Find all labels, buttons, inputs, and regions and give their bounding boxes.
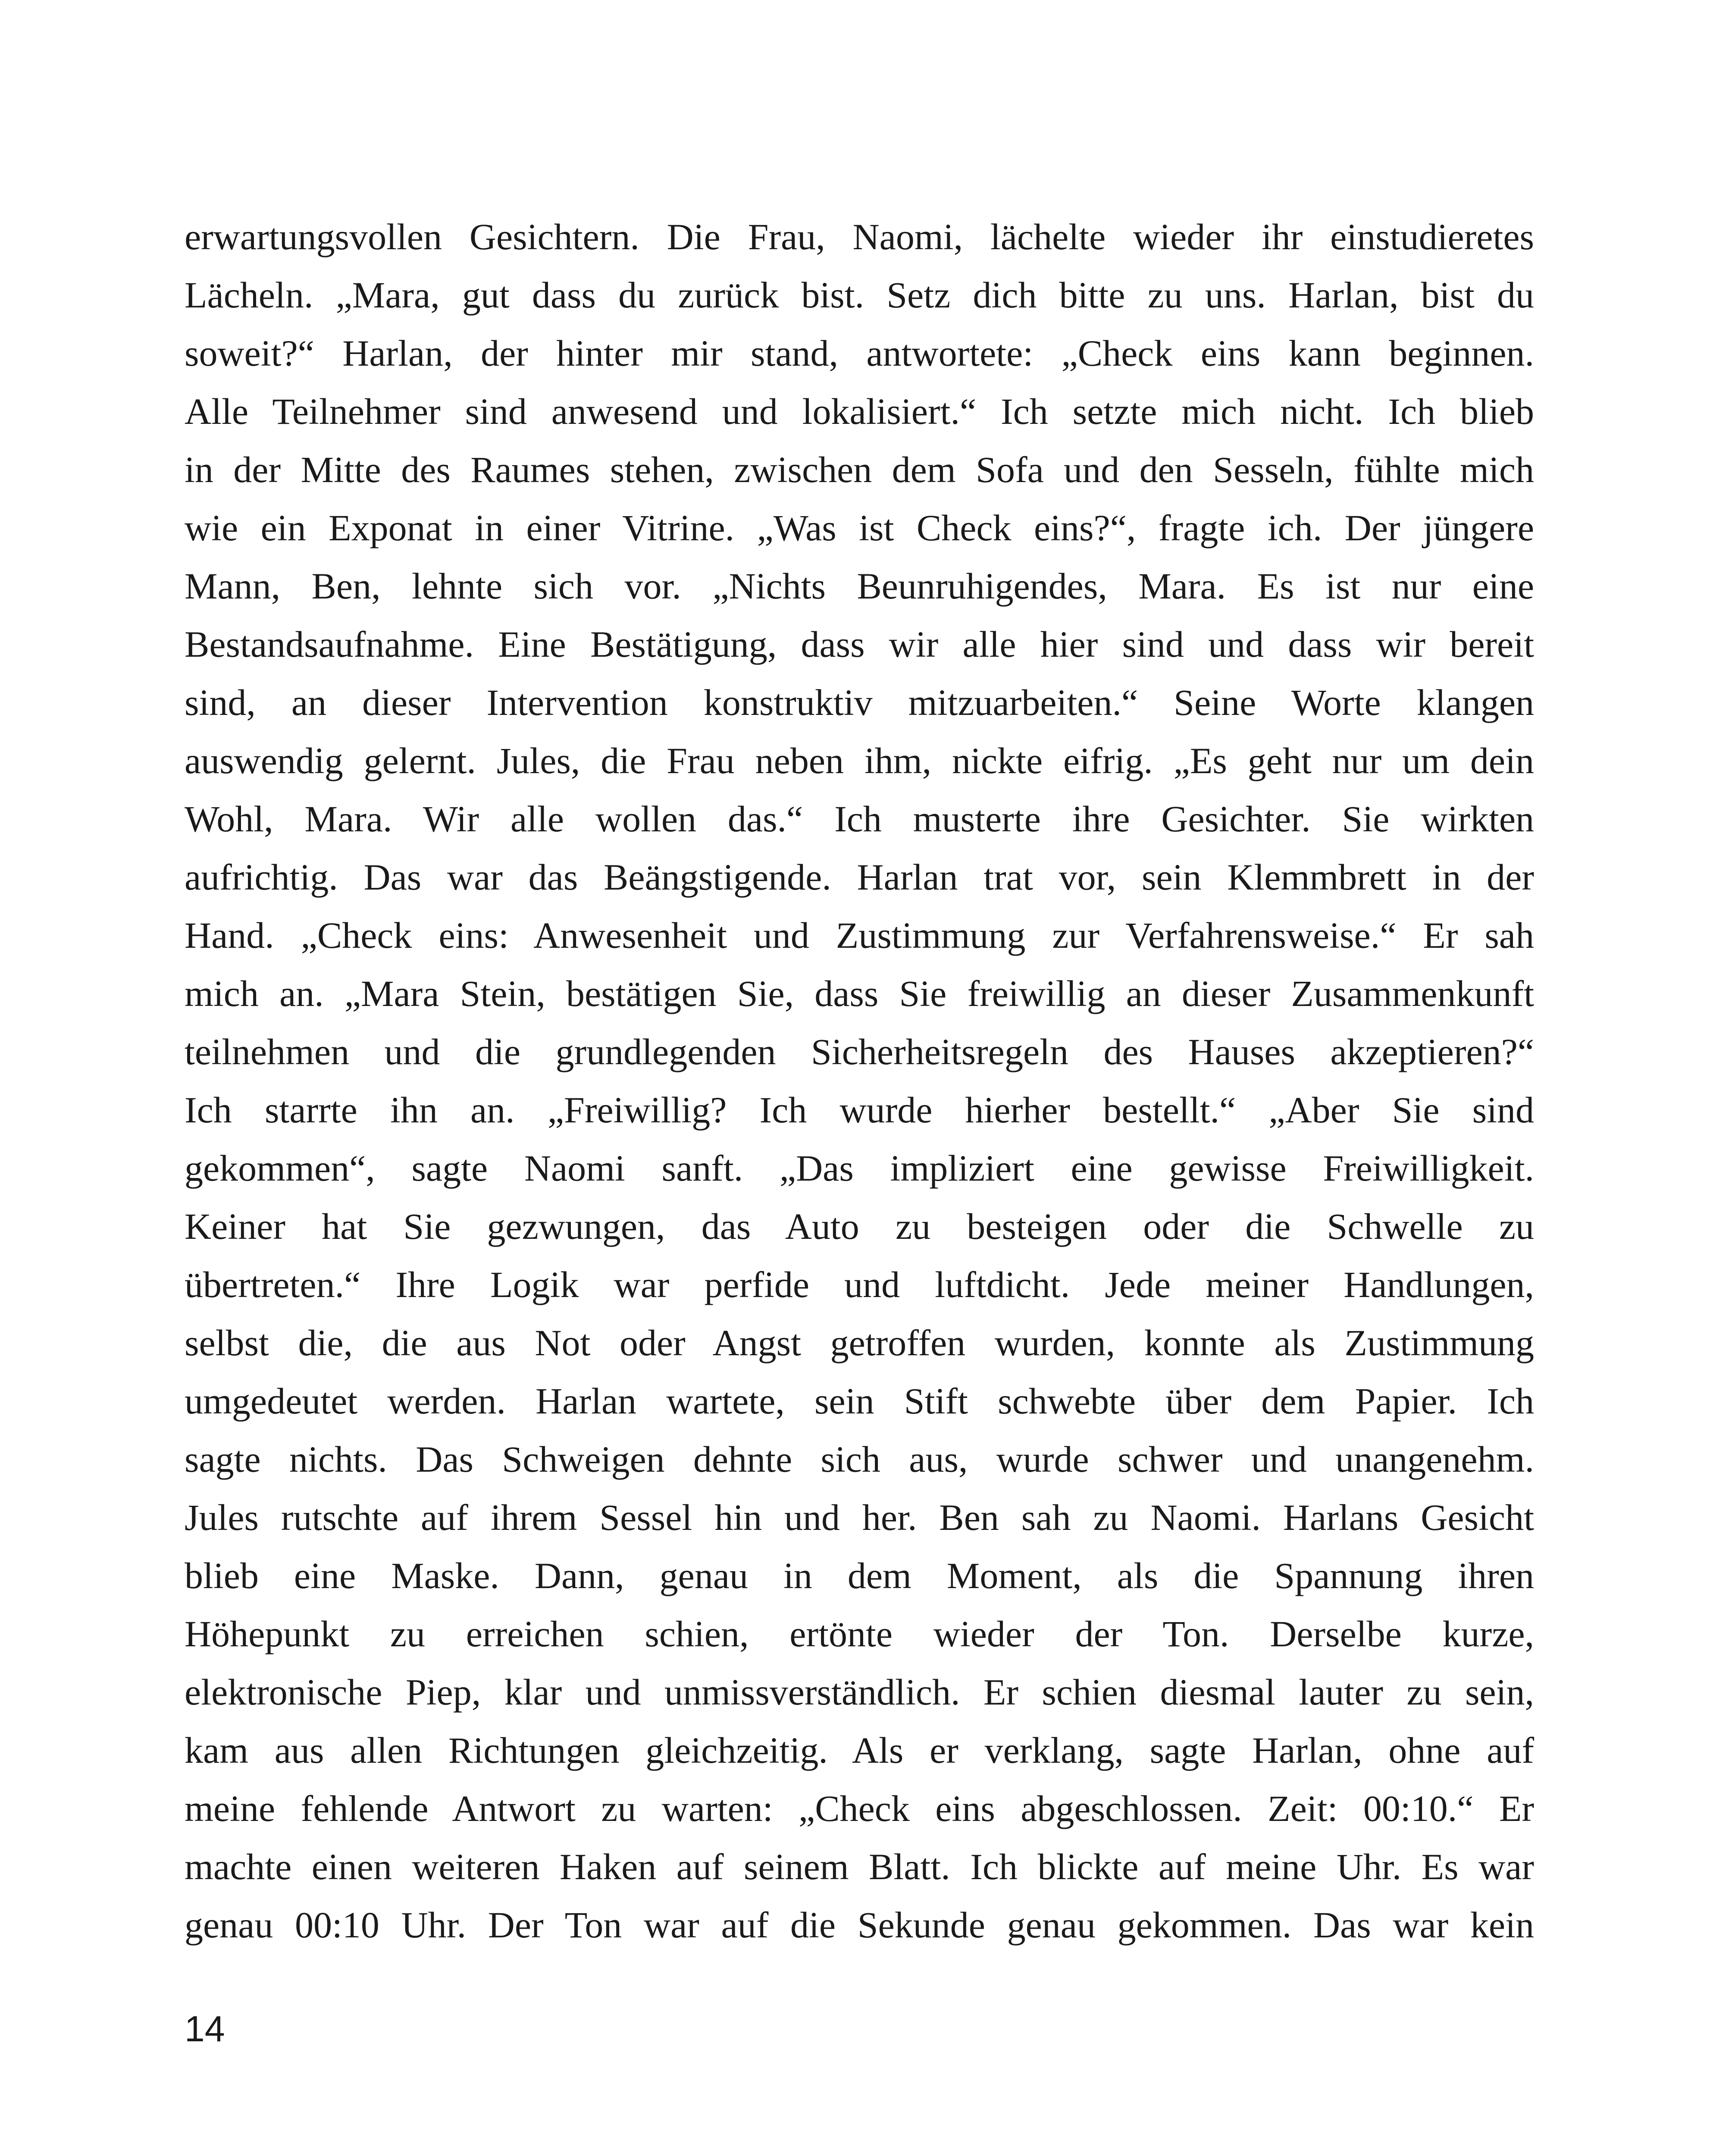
text-line: kam aus allen Richtungen gleichzeitig. Als er verklang, sagte Harlan, ohne auf: [185, 1730, 1534, 1771]
text-line: Jules rutschte auf ihrem Sessel hin und her. Ben sah zu Naomi. Harlans Gesicht: [185, 1497, 1534, 1538]
text-line: elektronische Piep, klar und unmissverständlich. Er schien diesmal lauter zu sein,: [185, 1671, 1534, 1713]
text-line: sind, an dieser Intervention konstruktiv mitzuarbeiten.“ Seine Worte klangen: [185, 682, 1534, 723]
text-line: Lächeln. „Mara, gut dass du zurück bist. Setz dich bitte zu uns. Harlan, bist du: [185, 274, 1534, 316]
page-number: 14: [185, 2009, 225, 2049]
text-line: Hand. „Check eins: Anwesenheit und Zustimmung zur Verfahrensweise.“ Er sah: [185, 915, 1534, 956]
text-line: wie ein Exponat in einer Vitrine. „Was ist Check eins?“, fragte ich. Der jüngere: [185, 507, 1534, 548]
body-text: [185, 208, 1534, 1954]
text-line: meine fehlende Antwort zu warten: „Check eins abgeschlossen. Zeit: 00:10.“ Er: [185, 1788, 1534, 1829]
text-line: soweit?“ Harlan, der hinter mir stand, antwortete: „Check eins kann beginnen.: [185, 332, 1534, 374]
text-line: Mann, Ben, lehnte sich vor. „Nichts Beunruhigendes, Mara. Es ist nur eine: [185, 565, 1534, 607]
text-line: mich an. „Mara Stein, bestätigen Sie, dass Sie freiwillig an dieser Zusammenkunft: [185, 973, 1534, 1014]
text-line: gekommen“, sagte Naomi sanft. „Das impliziert eine gewisse Freiwilligkeit.: [185, 1147, 1534, 1189]
text-line: auswendig gelernt. Jules, die Frau neben ihm, nickte eifrig. „Es geht nur um dein: [185, 740, 1534, 781]
text-line: genau 00:10 Uhr. Der Ton war auf die Sekunde genau gekommen. Das war kein: [185, 1904, 1534, 1946]
text-line: übertreten.“ Ihre Logik war perfide und luftdicht. Jede meiner Handlungen,: [185, 1264, 1534, 1305]
text-line: aufrichtig. Das war das Beängstigende. Harlan trat vor, sein Klemmbrett in der: [185, 856, 1534, 898]
text-line: in der Mitte des Raumes stehen, zwischen dem Sofa und den Sesseln, fühlte mich: [185, 449, 1534, 490]
text-line: Alle Teilnehmer sind anwesend und lokalisiert.“ Ich setzte mich nicht. Ich blieb: [185, 391, 1534, 432]
text-line: blieb eine Maske. Dann, genau in dem Moment, als die Spannung ihren: [185, 1555, 1534, 1596]
text-line: erwartungsvollen Gesichtern. Die Frau, Naomi, lächelte wieder ihr einstudieretes: [185, 216, 1534, 257]
text-line: Bestandsaufnahme. Eine Bestätigung, dass wir alle hier sind und dass wir bereit: [185, 624, 1534, 665]
text-line: Ich starrte ihn an. „Freiwillig? Ich wurde hierher bestellt.“ „Aber Sie sind: [185, 1089, 1534, 1131]
text-line: machte einen weiteren Haken auf seinem Blatt. Ich blickte auf meine Uhr. Es war: [185, 1846, 1534, 1887]
text-line: selbst die, die aus Not oder Angst getroffen wurden, konnte als Zustimmung: [185, 1322, 1534, 1363]
text-line: Wohl, Mara. Wir alle wollen das.“ Ich musterte ihre Gesichter. Sie wirkten: [185, 798, 1534, 840]
text-line: umgedeutet werden. Harlan wartete, sein Stift schwebte über dem Papier. Ich: [185, 1380, 1534, 1422]
text-line: sagte nichts. Das Schweigen dehnte sich aus, wurde schwer und unangenehm.: [185, 1438, 1534, 1480]
text-line: teilnehmen und die grundlegenden Sicherheitsregeln des Hauses akzeptieren?“: [185, 1031, 1534, 1072]
text-line: Höhepunkt zu erreichen schien, ertönte wieder der Ton. Derselbe kurze,: [185, 1613, 1534, 1655]
text-line: Keiner hat Sie gezwungen, das Auto zu besteigen oder die Schwelle zu: [185, 1206, 1534, 1247]
